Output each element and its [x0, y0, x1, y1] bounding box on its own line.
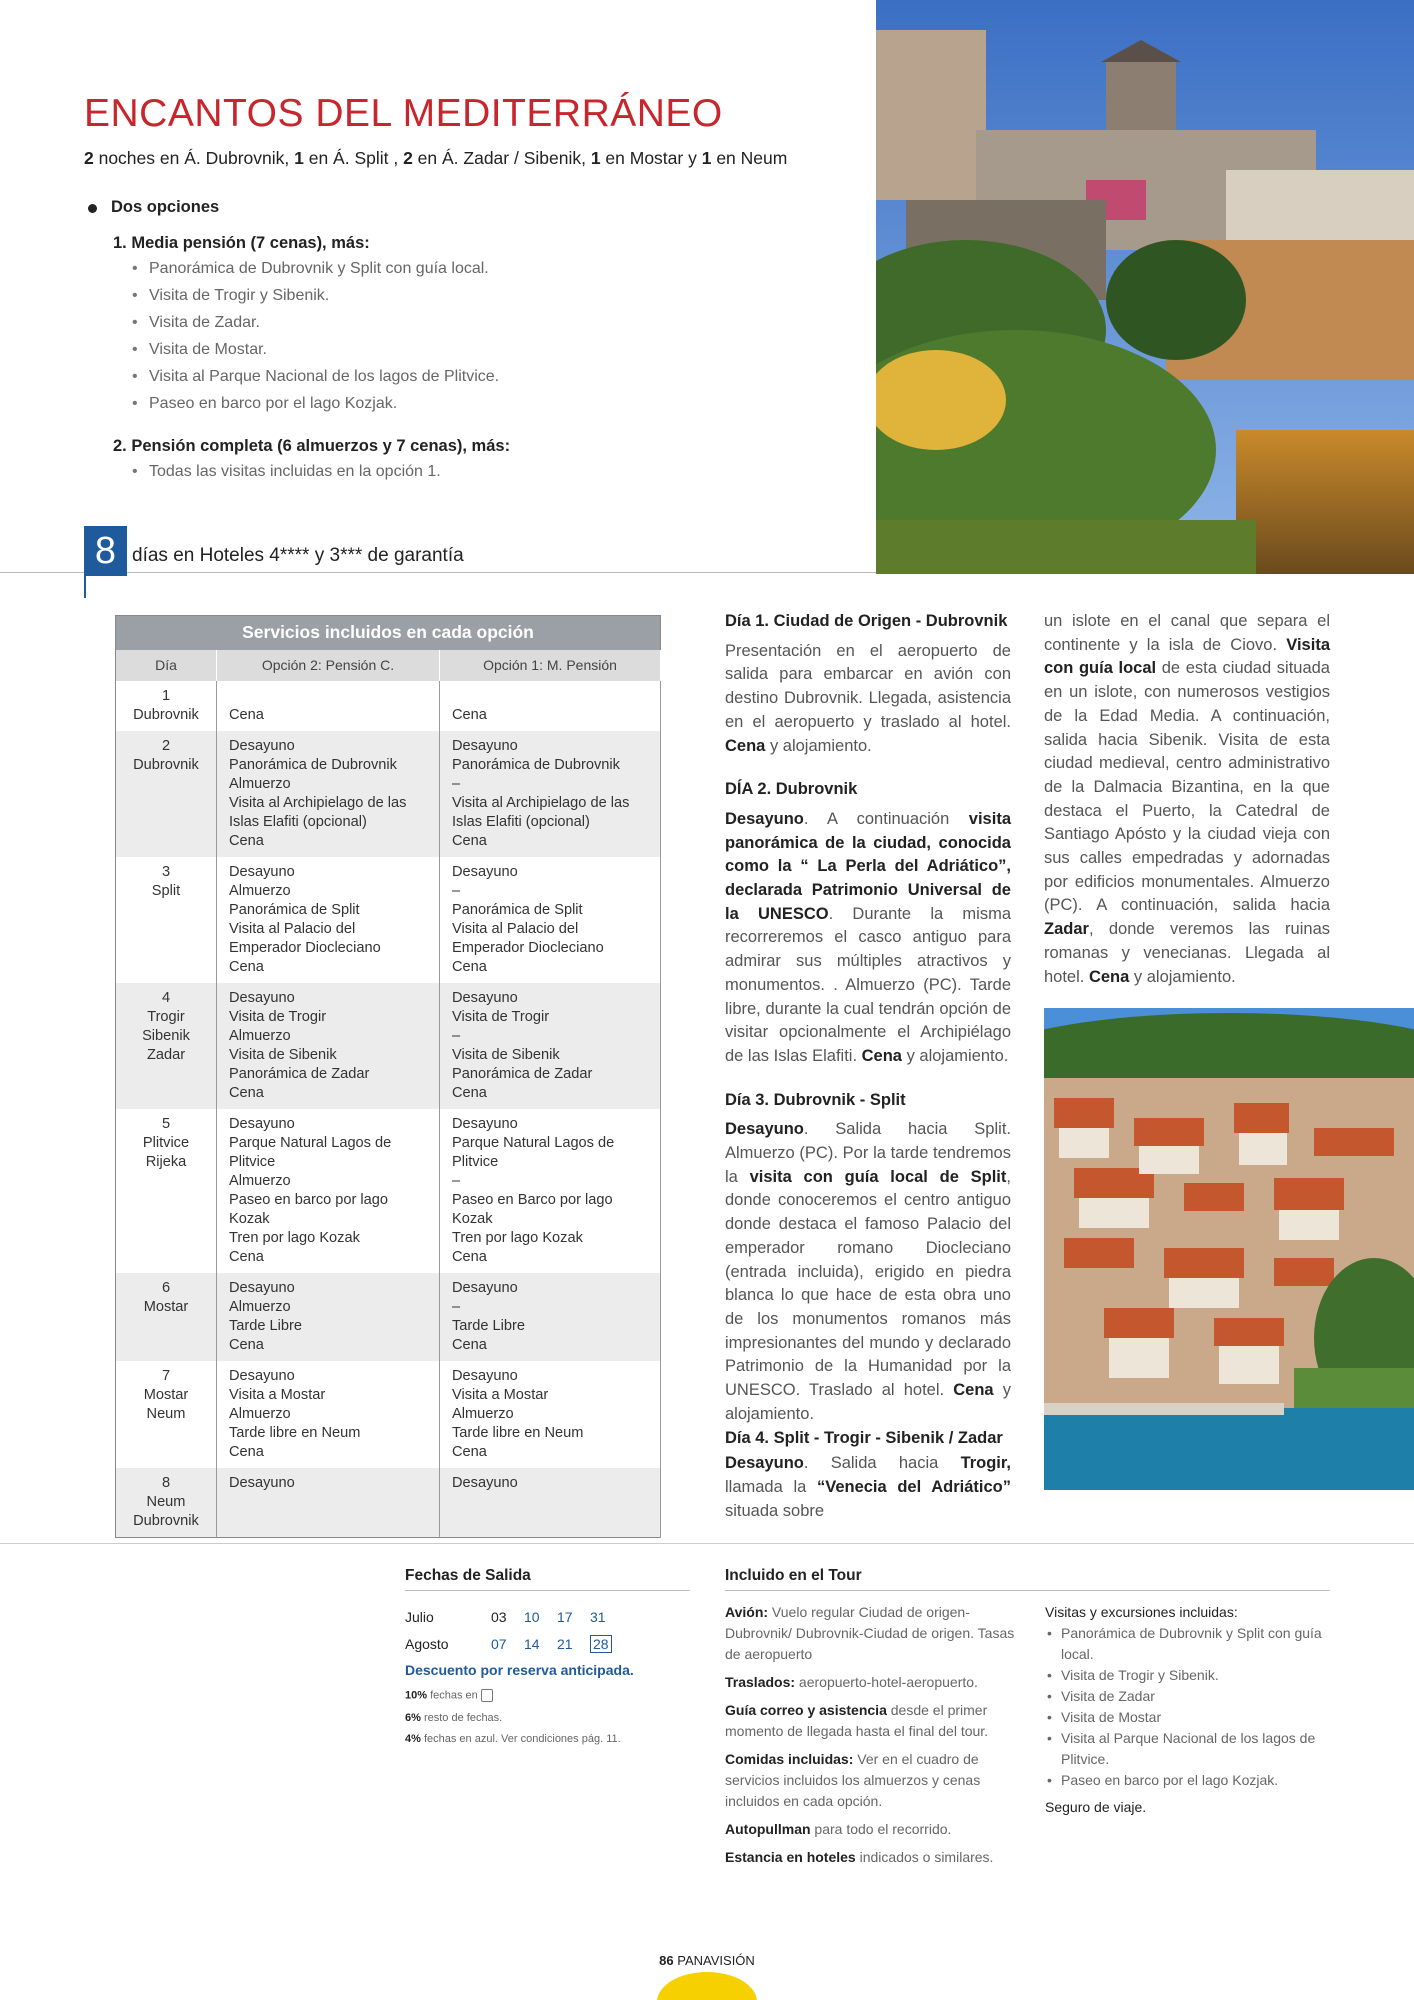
column-header-option-1: Opción 1: M. Pensión	[440, 650, 661, 681]
options-heading: Dos opciones	[84, 198, 844, 222]
table-row: 3 Split Desayuno Almuerzo Panorámica de Split Visita al Palacio del Emperador Diocleciano Cena Desayuno – Panorámica de Split Visita al Palacio del Emperador Diocleciano Cena	[116, 857, 661, 983]
days-count-badge: 8	[84, 526, 127, 576]
day-3-section: Día 3. Dubrovnik - Split Desayuno. Salida hacia Split. Almuerzo (PC). Por la tarde tendremos la visita con guía local de Split, donde conoceremos el centro antiguo donde destaca el famoso Palacio del emperador romano Diocleciano (entrada incluida), erigido en piedra blanca lo que hace de esta obra uno de los monumentos romanos más impresionantes del mundo y declarado Patrimonio de la Humanidad por la UNESCO. Traslado al hotel. Cena y alojamiento.	[725, 1090, 1011, 1423]
included-title: Incluido en el Tour	[725, 1567, 862, 1584]
divider	[84, 576, 86, 598]
departure-dates	[405, 1603, 623, 1657]
days-banner-text: días en Hoteles 4**** y 3*** de garantía	[132, 545, 464, 566]
divider	[405, 1590, 690, 1591]
list-item: Avión: Vuelo regular Ciudad de origen-Dubrovnik/ Dubrovnik-Ciudad de origen. Tasas de aeropuerto	[725, 1604, 1015, 1662]
day-3-title: Día 3. Dubrovnik - Split	[725, 1090, 906, 1109]
option-1-title: 1. Media pensión (7 cenas), más:	[113, 234, 370, 252]
insurance-note: Seguro de viaje.	[1045, 1799, 1147, 1815]
discount-title: Descuento por reserva anticipada.	[405, 1662, 634, 1678]
table-row: 5 Plitvice Rijeka Desayuno Parque Natural Lagos de Plitvice Almuerzo Paseo en barco por lago Kozak Tren por lago Kozak Cena Desayuno Parque Natural Lagos de Plitvice – Paseo en Barco por lago Kozak Tren por lago Kozak Cena	[116, 1109, 661, 1273]
table-row: 2 Dubrovnik Desayuno Panorámica de Dubrovnik Almuerzo Visita al Archipielago de las Islas Elafiti (opcional) Cena Desayuno Panorámica de Dubrovnik – Visita al Archipielago de las Islas Elafiti (opcional) Cena	[116, 731, 661, 857]
brand-name: PANAVISIÓN	[677, 1953, 755, 1968]
dates-row: Julio 03 10 17 31	[405, 1608, 606, 1625]
list-item: • Visita de Zadar.	[132, 309, 844, 336]
list-item: Estancia en hoteles indicados o similares.	[725, 1849, 994, 1865]
nights-summary: 2 noches en Á. Dubrovnik, 1 en Á. Split , 2 en Á. Zadar / Sibenik, 1 en Mostar y 1 en Neum	[84, 148, 788, 168]
column-header-day: Día	[116, 650, 217, 681]
table-body	[116, 681, 661, 1538]
dates-row: Agosto 07 14 21 28	[405, 1630, 623, 1657]
list-item: Comidas incluidas: Ver en el cuadro de servicios incluidos los almuerzos y cenas incluidos en cada opción.	[725, 1751, 981, 1809]
services-table	[115, 615, 661, 1538]
option-2-title: 2. Pensión completa (6 almuerzos y 7 cenas), más:	[113, 437, 511, 455]
divider	[0, 1543, 1414, 1544]
list-item: Autopullman para todo el recorrido.	[725, 1821, 952, 1837]
page-number: 86	[659, 1953, 674, 1968]
departure-dates-title: Fechas de Salida	[405, 1567, 531, 1584]
itinerary-column-1	[725, 610, 1011, 1523]
discount-line: 10% fechas en	[405, 1689, 493, 1702]
day-4-section: Día 4. Split - Trogir - Sibenik / Zadar Desayuno. Salida hacia Trogir, llamada la “Venecia del Adriático” situada sobre	[725, 1428, 1012, 1520]
itinerary-column-2: un islote en el canal que separa el continente y la isla de Ciovo. Visita con guía local de esta ciudad situada en un islote, con numerosos vestigios de la Edad Media. A continuación, salida hacia Sibenik. Visita de esta ciudad medieval, centro administrativo de la Dalmacia Bizantina, en la que destaca el Puerto, la Catedral de Santiago Apósto y la ciudad vieja con sus calles empedradas y adornadas por edificios monumentales. Almuerzo (PC). A continuación, salida hacia Zadar, donde veremos las ruinas romanas y venecianas. Llegada al hotel. Cena y alojamiento.	[1044, 612, 1330, 986]
day-1-section: Día 1. Ciudad de Origen - Dubrovnik Presentación en el aeropuerto de salida para embarcar en avión con destino Dubrovnik. Llegada, asistencia en el aeropuerto y traslado al hotel. Cena y alojamiento.	[725, 612, 1011, 755]
list-item: • Panorámica de Dubrovnik y Split con guía local.	[1045, 1623, 1335, 1665]
day-2-title: DÍA 2. Dubrovnik	[725, 780, 858, 799]
coastal-town-photo	[1044, 1008, 1414, 1490]
list-item: • Visita de Mostar.	[132, 336, 844, 363]
table-row: 8 Neum Dubrovnik Desayuno Desayuno	[116, 1468, 661, 1538]
visits-title: Visitas y excursiones incluidas:	[1045, 1604, 1238, 1620]
column-header-option-2: Opción 2: Pensión C.	[217, 650, 440, 681]
day-4-title: Día 4. Split - Trogir - Sibenik / Zadar	[725, 1428, 1003, 1447]
table-row: 1 Dubrovnik Cena Cena	[116, 681, 661, 731]
options-block	[84, 198, 844, 485]
day-1-title: Día 1. Ciudad de Origen - Dubrovnik	[725, 612, 1008, 630]
list-item: • Visita de Trogir y Sibenik.	[1045, 1665, 1335, 1686]
discount-line: 4% fechas en azul. Ver condiciones pág. 11.	[405, 1733, 621, 1745]
list-item: • Visita al Parque Nacional de los lagos de Plitvice.	[1045, 1728, 1335, 1770]
page-footer	[0, 1953, 1414, 1968]
table-row: 6 Mostar Desayuno Almuerzo Tarde Libre Cena Desayuno – Tarde Libre Cena	[116, 1273, 661, 1361]
table-caption: Servicios incluidos en cada opción	[116, 616, 661, 650]
list-item: • Visita al Parque Nacional de los lagos de Plitvice.	[132, 363, 844, 390]
discount-line: 6% resto de fechas.	[405, 1712, 503, 1724]
yellow-circle-decoration	[657, 1972, 757, 2000]
list-item: • Visita de Trogir y Sibenik.	[132, 282, 844, 309]
table-row: 7 Mostar Neum Desayuno Visita a Mostar Almuerzo Tarde libre en Neum Cena Desayuno Visita a Mostar Almuerzo Tarde libre en Neum Cena	[116, 1361, 661, 1468]
square-box-icon	[481, 1689, 493, 1702]
day-2-section: DÍA 2. Dubrovnik Desayuno. A continuación visita panorámica de la ciudad, conocida como la “ La Perla del Adriático”, declarada Patrimonio Universal de la UNESCO. Durante la misma recorreremos el casco antiguo para admirar sus múltiples atractivos y monumentos. . Almuerzo (PC). Tarde libre, durante la cual tendrán opción de visitar opcionalmente el Archipiélago de las Islas Elafiti. Cena y alojamiento.	[725, 780, 1012, 1065]
list-item: • Paseo en barco por el lago Kozjak.	[1045, 1770, 1335, 1791]
divider	[725, 1590, 1330, 1591]
page-title: ENCANTOS DEL MEDITERRÁNEO	[84, 92, 723, 135]
list-item: • Todas las visitas incluidas en la opción 1.	[132, 458, 844, 485]
list-item: • Panorámica de Dubrovnik y Split con guía local.	[132, 255, 844, 282]
list-item: Guía correo y asistencia desde el primer momento de llegada hasta el final del tour.	[725, 1702, 989, 1739]
list-item: • Visita de Zadar	[1045, 1686, 1335, 1707]
list-item: Traslados: aeropuerto-hotel-aeropuerto.	[725, 1674, 978, 1690]
list-item: • Visita de Mostar	[1045, 1707, 1335, 1728]
table-row: 4 Trogir Sibenik Zadar Desayuno Visita de Trogir Almuerzo Visita de Sibenik Panorámica de Zadar Cena Desayuno Visita de Trogir – Visita de Sibenik Panorámica de Zadar Cena	[116, 983, 661, 1109]
list-item: • Paseo en barco por el lago Kozjak.	[132, 390, 844, 417]
visits-list	[1045, 1602, 1335, 1818]
divider	[0, 572, 876, 573]
option-1-list	[132, 255, 844, 417]
included-list	[725, 1602, 1015, 1875]
mostar-photo	[876, 0, 1414, 574]
option-2-list	[132, 458, 844, 485]
